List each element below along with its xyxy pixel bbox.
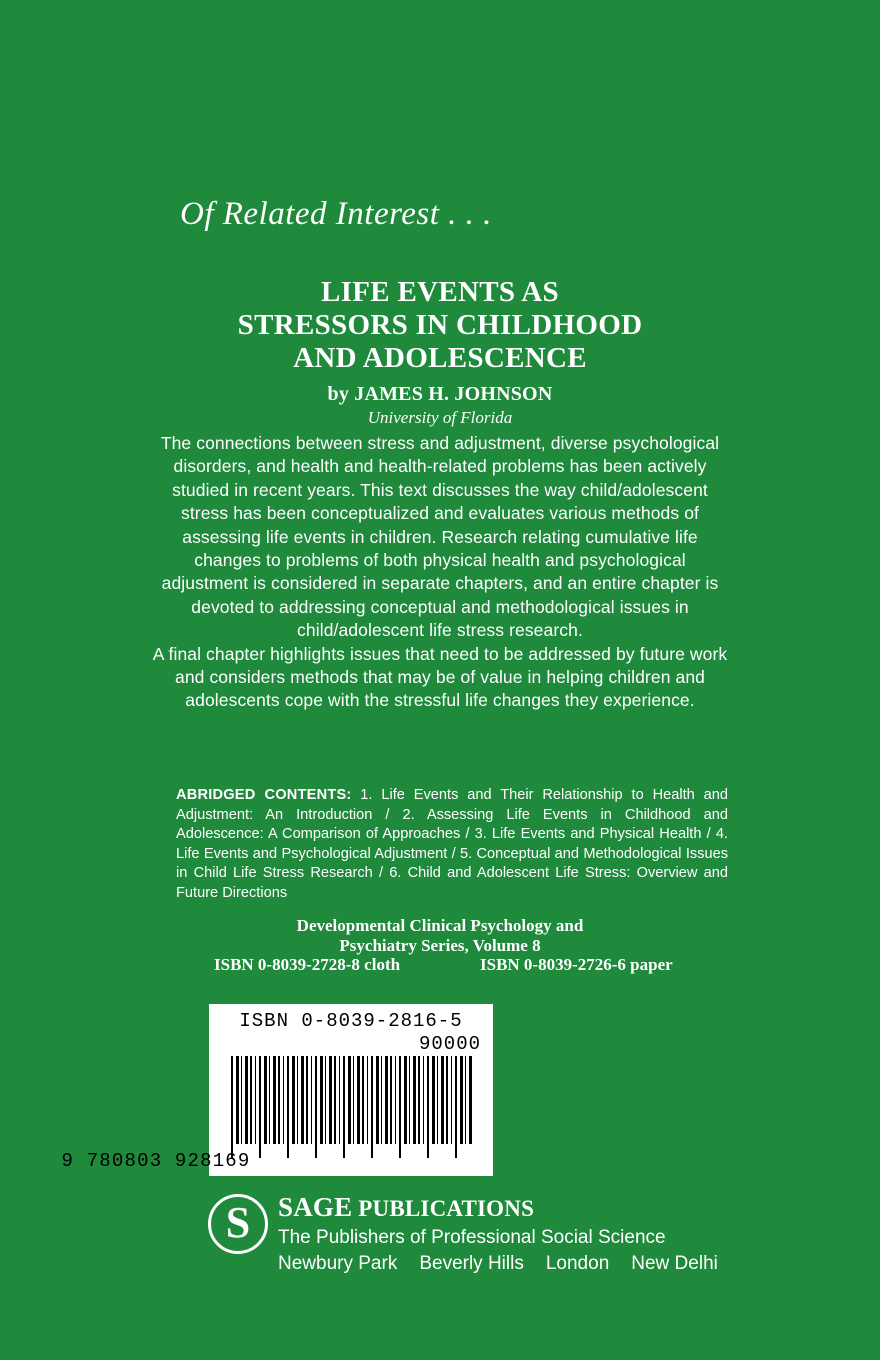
- publisher-city-2: London: [545, 1253, 610, 1274]
- barcode-bars: [231, 1056, 473, 1144]
- author-affiliation: University of Florida: [367, 408, 513, 427]
- abridged-contents-body: 1. Life Events and Their Relationship to Health and Adjustment: An Introduction / 2. Assessing Life Events in Childhood and Adolescence: A Comparison of Approaches / 3. Life Events and Physical Health / 4. Life Events and Psychological Adjustment / 5. Conceptual and Methodological Issues in Child Life Stress Research / 6. Child and Adolescent Life Stress: Overview and Future Directions: [176, 787, 728, 901]
- publisher-tagline: The Publishers of Professional Social Science: [278, 1227, 666, 1248]
- barcode-digits: 9 780803 928169: [61, 1150, 251, 1172]
- series-info: [0, 916, 880, 956]
- publisher-block: [200, 1192, 720, 1282]
- isbn-cloth: ISBN 0-8039-2728-8 cloth: [214, 955, 401, 974]
- description-paragraph-2: A final chapter highlights issues that need to be addressed by future work and considers methods that may be of value in helping children and adolescents cope with the stressful life changes they experience.: [152, 643, 728, 711]
- isbn-paper: ISBN 0-8039-2726-6 paper: [480, 955, 673, 974]
- book-title-line-1: LIFE EVENTS AS: [321, 276, 559, 308]
- publisher-city-3: New Delhi: [631, 1253, 718, 1274]
- publisher-name-publications: PUBLICATIONS: [352, 1196, 535, 1221]
- publisher-city-0: Newbury Park: [278, 1253, 398, 1274]
- sage-logo-letter: S: [225, 1198, 251, 1247]
- barcode-supplement-code: 90000: [418, 1033, 481, 1055]
- abridged-contents: [176, 786, 728, 904]
- book-title-line-2: STRESSORS IN CHILDHOOD: [237, 309, 643, 341]
- book-author: by JAMES H. JOHNSON: [327, 383, 553, 405]
- publisher-city-1: Beverly Hills: [419, 1253, 524, 1274]
- series-line-2: Psychiatry Series, Volume 8: [339, 936, 541, 955]
- barcode-isbn-label: ISBN 0-8039-2816-5: [239, 1010, 463, 1032]
- publisher-name-sage: SAGE: [278, 1192, 353, 1222]
- sage-logo-icon: [208, 1194, 268, 1254]
- book-description: [150, 432, 730, 713]
- publisher-text: [278, 1192, 718, 1276]
- book-title: [0, 276, 880, 375]
- series-line-1: Developmental Clinical Psychology and: [296, 916, 584, 935]
- publisher-cities: [278, 1251, 718, 1276]
- publisher-name: [278, 1192, 718, 1224]
- related-interest-heading: Of Related Interest . . .: [180, 196, 492, 232]
- abridged-contents-heading: ABRIDGED CONTENTS:: [176, 787, 352, 803]
- book-title-line-3: AND ADOLESCENCE: [293, 342, 587, 374]
- title-block: [0, 276, 880, 428]
- description-paragraph-1: The connections between stress and adjustment, diverse psychological disorders, and health and health-related problems has been actively studied in recent years. This text discusses the way child/adolescent stress has been conceptualized and evaluates various methods of assessing life events in children. Research relating cumulative life changes to problems of both physical health and psychological adjustment is considered in separate chapters, and an entire chapter is devoted to addressing conceptual and methodological issues in child/adolescent life stress research.: [160, 433, 720, 641]
